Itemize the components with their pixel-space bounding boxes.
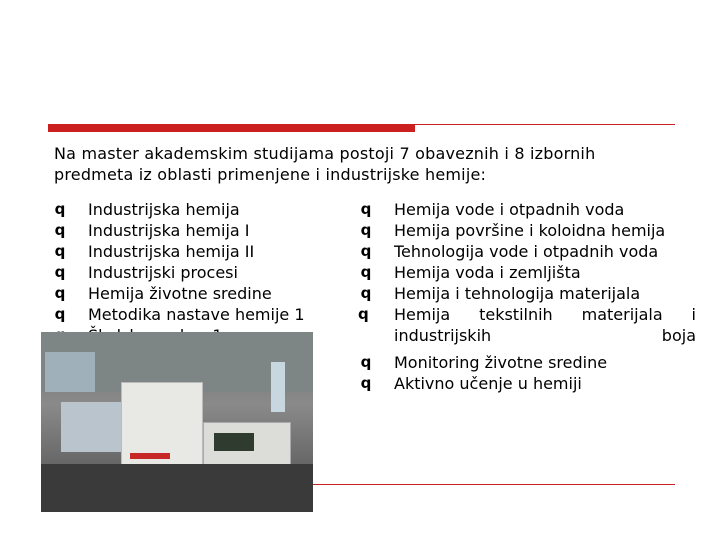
list-item: q Hemija vode i otpadnih voda bbox=[358, 199, 696, 220]
list-item: q Monitoring životne sredine bbox=[358, 352, 696, 373]
list-item: q Tehnologija vode i otpadnih voda bbox=[358, 241, 696, 262]
bullet-icon: q bbox=[54, 284, 66, 302]
bullet-icon: q bbox=[54, 242, 66, 260]
bullet-icon: q bbox=[54, 263, 66, 281]
bullet-icon: q bbox=[360, 263, 372, 281]
lab-equipment-photo bbox=[41, 332, 313, 512]
bullet-icon: q bbox=[360, 200, 372, 218]
bullet-icon: q bbox=[360, 221, 372, 239]
list-item: q Industrijski procesi bbox=[52, 262, 342, 283]
list-item: q Hemija i tehnologija materijala bbox=[358, 283, 696, 304]
list-item: q Aktivno učenje u hemiji bbox=[358, 373, 696, 394]
bullet-icon: q bbox=[54, 305, 66, 323]
list-item: q Hemija površine i koloidna hemija bbox=[358, 220, 696, 241]
title-divider-line bbox=[415, 124, 675, 125]
list-item: q Hemija voda i zemljišta bbox=[358, 262, 696, 283]
elective-subjects-list bbox=[358, 199, 696, 394]
mandatory-subjects-list bbox=[52, 199, 342, 346]
bullet-icon: q bbox=[358, 305, 369, 323]
bullet-icon: q bbox=[54, 221, 66, 239]
list-item: q Hemija tekstilnih materijala i industrijskih boja bbox=[358, 305, 696, 345]
title-accent-bar bbox=[48, 124, 415, 132]
bottom-divider-line bbox=[313, 484, 675, 485]
bullet-icon: q bbox=[360, 374, 372, 392]
list-item: q Hemija životne sredine bbox=[52, 283, 342, 304]
bullet-icon: q bbox=[360, 353, 372, 371]
list-item: q Industrijska hemija I bbox=[52, 220, 342, 241]
bullet-icon: q bbox=[360, 284, 372, 302]
intro-paragraph: Na master akademskim studijama postoji 7 obaveznih i 8 izbornih predmeta iz oblasti primenjene i industrijske hemije: bbox=[54, 144, 596, 184]
list-item: q Industrijska hemija bbox=[52, 199, 342, 220]
bullet-icon: q bbox=[54, 200, 66, 218]
list-item: q Industrijska hemija II bbox=[52, 241, 342, 262]
bullet-icon: q bbox=[360, 242, 372, 260]
list-item: q Metodika nastave hemije 1 bbox=[52, 304, 342, 325]
